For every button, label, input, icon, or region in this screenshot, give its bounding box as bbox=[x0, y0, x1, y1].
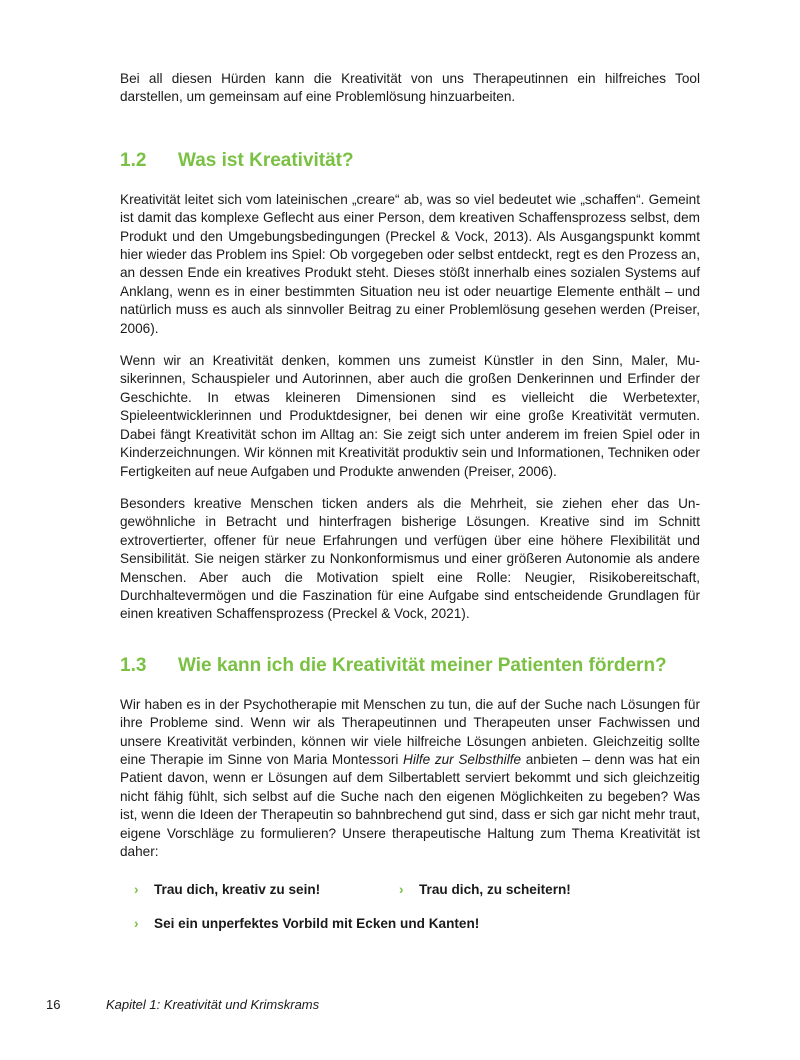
section-title: Was ist Kreativität? bbox=[178, 149, 354, 171]
section-number: 1.2 bbox=[120, 149, 147, 171]
list-item bbox=[134, 881, 399, 899]
emphasis-text: Hilfe zur Selbsthilfe bbox=[403, 751, 522, 767]
page-content bbox=[120, 70, 700, 933]
chevron-right-icon: › bbox=[134, 882, 139, 898]
chapter-title: Kapitel 1: Kreativität und Krimskrams bbox=[106, 997, 320, 1012]
page-number: 16 bbox=[46, 997, 61, 1012]
section-title: Wie kann ich die Kreativität meiner Patienten fördern? bbox=[178, 654, 667, 676]
section-heading-1-2 bbox=[120, 149, 700, 173]
paragraph: Kreativität leitet sich vom lateinischen „creare“ ab, was so viel bedeutet wie „schaffen“. Gemeint ist damit das komplexe Geflecht aus einer Person, dem kreativen Schaffensprozess selbst, dem Produkt und den Umgebungsbedingungen (Preckel & Vock, 2013). Als Ausgangspunkt kommt hier wieder das Problem ins Spiel: Ob vorgegeben oder selbst entdeckt, regt es den Prozess an, an dessen Ende ein kreatives Produkt steht. Dieses stößt innerhalb eines sozialen Systems auf Anklang, wenn es in einer bestimmten Situation neu ist oder neuartige Elemente enthält – und natürlich muss es auch als sinnvoller Beitrag zu einer Problemlösung gesehen werden (Preiser, 2006). bbox=[120, 191, 700, 336]
list-item-text: Trau dich, kreativ zu sein! bbox=[154, 882, 321, 898]
list-item-text: Sei ein unperfektes Vorbild mit Ecken und Kanten! bbox=[154, 916, 480, 932]
list-item bbox=[134, 915, 479, 933]
paragraph-text: anbieten – denn was hat ein Patient davon, wenn er Lösungen auf dem Silbertablett serviert bekommt und sich gleichzeitig nicht fähig fühlt, sich selbst auf die Suche nach den eigenen Möglichkeiten zu begeben? Was ist, wenn die Ideen der Therapeutin so bahnbrechend gut sind, dass er sich gar nicht mehr traut, eigene Vorschläge zu formulieren? Unsere therapeutische Haltung zum Thema Kreativität ist daher: bbox=[120, 751, 700, 859]
chevron-right-icon: › bbox=[399, 882, 404, 898]
paragraph: Besonders kreative Menschen ticken anders als die Mehrheit, sie ziehen eher das Ungewöhnliche in Betracht und hinterfragen bisherige Lösungen. Kreative sind im Schnitt extrovertierter, offener für neue Erfahrungen und verfügen über eine höhere Flexibilität und Sensibilität. Sie neigen stärker zu Nonkonformismus und einer größeren Autonomie als andere Menschen. Aber auch die Motivation spielt eine Rolle: Neugier, Risikobereitschaft, Durchhaltevermögen und die Faszination für eine Aufgabe sind entscheidende Grundlagen für einen kreativen Schaffensprozess (Preckel & Vock, 2021). bbox=[120, 495, 700, 622]
list-item bbox=[399, 881, 571, 899]
section-number: 1.3 bbox=[120, 654, 147, 676]
paragraph: Wenn wir an Kreativität denken, kommen uns zumeist Künstler in den Sinn, Maler, Musikerinnen, Schauspieler und Autorinnen, aber auch die großen Denkerinnen und Erfinder der Geschichte. In etwas kleineren Dimensionen sind es vielleicht die Werbetexter, Spieleentwicklerinnen und Produktdesigner, bei denen wir eine große Kreativität vermuten. Dabei fängt Kreativität schon im Alltag an: Sie zeigt sich unter anderem im freien Spiel oder in Kinderzeichnungen. Wir können mit Kreativität produktiv sein und Informationen, Techniken oder Fertigkeiten auf neue Aufgaben und Produkte anwenden (Preiser, 2006). bbox=[120, 353, 700, 479]
paragraph bbox=[120, 696, 700, 862]
page-footer bbox=[46, 997, 319, 1012]
bullet-list bbox=[134, 881, 700, 933]
section-heading-1-3 bbox=[120, 654, 700, 678]
paragraph-text: Wir haben es in der Psychotherapie mit Menschen zu tun, die auf der Suche nach Lösungen für ihre Probleme sind. Wenn wir als Therapeutinnen und Therapeuten unser Fachwissen und unsere Kreativität verbinden, können wir viele hilfreiche Lösungen anbieten. Gleichzeitig sollte eine Therapie im Sinne von Maria Montessori bbox=[120, 696, 700, 767]
intro-paragraph: Bei all diesen Hürden kann die Kreativität von uns Therapeutinnen ein hilfreiches Tool darstellen, um gemeinsam auf eine Problemlösung hinzuarbeiten. bbox=[120, 71, 700, 105]
list-item-text: Trau dich, zu scheitern! bbox=[419, 882, 571, 898]
chevron-right-icon: › bbox=[134, 916, 139, 932]
